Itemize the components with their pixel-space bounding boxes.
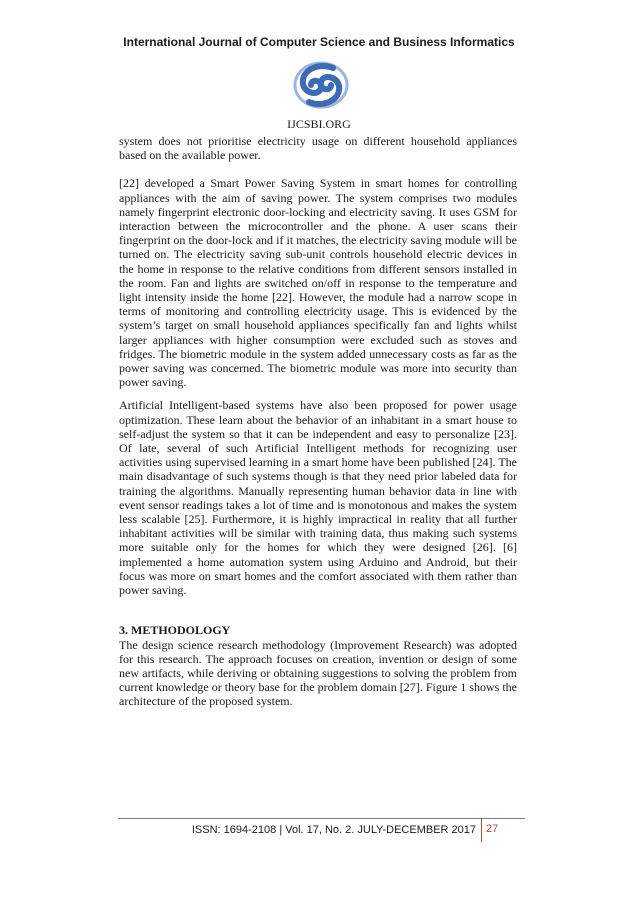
journal-title: International Journal of Computer Science and Business Informatics: [123, 35, 515, 49]
footer-issn: ISSN: 1694-2108 | Vol. 17, No. 2. JULY-DECEMBER 2017: [191, 824, 476, 836]
footer-divider: [118, 818, 525, 819]
paragraph-methodology: The design science research methodology (Improvement Research) was adopted for this research. The approach focuses on creation, invention or design of some new artifacts, while deriving or obtaining suggestions to solving the problem from current knowledge or theory base for the problem domain [27]. Figure 1 shows the architecture of the proposed system.: [119, 637, 517, 709]
page-number: 27: [486, 823, 499, 835]
section-heading-methodology: 3. METHODOLOGY: [119, 623, 231, 638]
paragraph-intro: system does not prioritise electricity usage on different household appliances based on the available power.: [119, 134, 517, 163]
site-name: IJCSBI.ORG: [287, 117, 351, 131]
paragraph-ai-systems: Artificial Intelligent-based systems have also been proposed for power usage optimization. These learn about the behavior of an inhabitant in a smart house to self-adjust the system so that it can be independent and easy to personalize [23]. Of late, several of such Artificial Intelligent methods for recognizing user activities using supervised learning in a smart home have been published [24]. The main disadvantage of such systems though is that they need prior labeled data for training the algorithms. Manually representing human behavior data in line with event sensor readings takes a lot of time and is monotonous and makes the system less scalable [25]. Furthermore, it is highly impractical in reality that all further inhabitant activities will be similar with training data, thus making such systems more suitable only for the homes for which they were designed [26]. [6] implemented a home automation system using Arduino and Android, but their focus was more on smart homes and the comfort associated with them rather than power saving.: [119, 398, 517, 598]
journal-logo-icon: [289, 58, 353, 112]
article-body: [119, 134, 517, 709]
paragraph-ref22: [22] developed a Smart Power Saving System in smart homes for controlling appliances with the aim of saving power. The system comprises two modules namely fingerprint electronic door-locking and electricity saving. It uses GSM for interaction between the microcontroller and the phone. A user scans their fingerprint on the door-lock and if it matches, the electricity saving module will be turned on. The electricity saving sub-unit controls household electric devices in the home in response to the relative conditions from different sensors installed in the room. Fan and lights are switched on/off in response to the temperature and light intensity inside the home [22]. However, the module had a narrow scope in terms of monitoring and controlling electricity usage. This is evidenced by the system’s target on small household appliances specifically fan and lights whilst larger appliances with higher consumption were excluded such as stoves and fridges. The biometric module in the system added unnecessary costs as far as the power saving was concerned. The biometric module was more into security than power saving.: [119, 176, 517, 390]
